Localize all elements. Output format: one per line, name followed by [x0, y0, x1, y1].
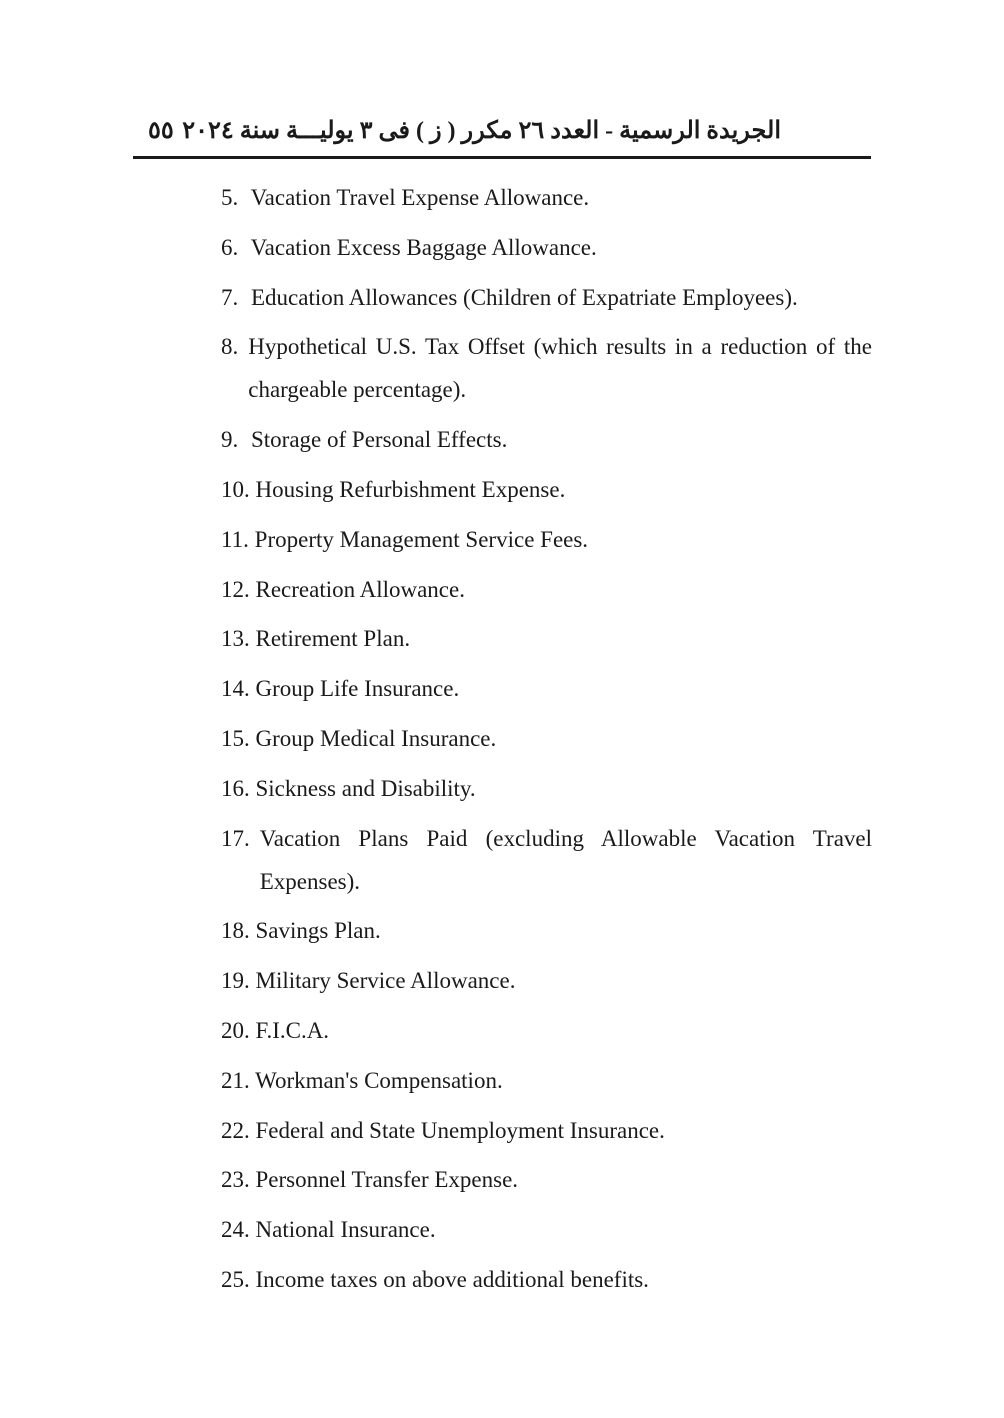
item-number: 20. [221, 1017, 250, 1043]
item-number: 12. [221, 576, 250, 602]
item-text: Storage of Personal Effects. [251, 427, 508, 453]
page-number: ٥٥ [148, 118, 174, 144]
item-number: 11. [221, 526, 249, 552]
item-number: 14. [221, 676, 250, 702]
page-header [133, 112, 871, 148]
item-text: Property Management Service Fees. [254, 526, 589, 552]
item-text: F.I.C.A. [255, 1017, 330, 1043]
list-item [221, 1059, 872, 1102]
item-number: 15. [221, 725, 250, 751]
item-number: 21. [221, 1067, 250, 1093]
item-text: Education Allowances (Children of Expatriate Employees). [251, 284, 798, 310]
list-item [221, 226, 872, 269]
item-text: Savings Plan. [255, 918, 381, 944]
item-text: Federal and State Unemployment Insurance. [255, 1117, 665, 1143]
item-text: Hypothetical U.S. Tax Offset (which results in a reduction of the chargeable percentage). [248, 334, 872, 403]
list-item [221, 667, 872, 710]
item-number: 10. [221, 476, 250, 502]
list-item [221, 1109, 872, 1152]
list-item [221, 717, 872, 760]
item-number: 17. [221, 825, 250, 851]
item-text: Vacation Travel Expense Allowance. [250, 185, 590, 210]
item-number: 5. [221, 185, 239, 210]
list-item [221, 1208, 872, 1251]
item-number: 13. [221, 626, 250, 652]
item-text: Income taxes on above additional benefits. [255, 1266, 649, 1292]
item-text: Workman's Compensation. [255, 1067, 503, 1093]
list-item [221, 1258, 872, 1301]
list-item [221, 1158, 872, 1201]
item-text: Group Medical Insurance. [255, 725, 497, 751]
item-text: Retirement Plan. [255, 626, 411, 652]
item-text: Vacation Plans Paid (excluding Allowable Vacation Travel Expenses). [259, 825, 872, 894]
list-item [221, 959, 872, 1002]
list-item [221, 468, 872, 511]
item-text: Sickness and Disability. [255, 775, 476, 801]
list-item [221, 325, 872, 411]
item-number: 18. [221, 918, 250, 944]
item-number: 24. [221, 1217, 250, 1243]
item-text: National Insurance. [255, 1217, 436, 1243]
item-number: 23. [221, 1167, 250, 1193]
header-divider [133, 156, 871, 159]
list-item [221, 767, 872, 810]
item-text: Housing Refurbishment Expense. [255, 476, 566, 502]
item-number: 19. [221, 968, 250, 994]
gazette-title: الجريدة الرسمية - العدد ٢٦ مكرر ( ز ) فى ٣ يوليـــة سنة ٢٠٢٤ [182, 118, 781, 144]
item-text: Personnel Transfer Expense. [255, 1167, 519, 1193]
item-number: 6. [221, 234, 239, 260]
list-item [221, 1009, 872, 1052]
item-text: Recreation Allowance. [255, 576, 465, 602]
list-item [221, 176, 872, 219]
item-number: 8. [221, 334, 239, 360]
benefits-list [221, 176, 872, 1308]
item-number: 22. [221, 1117, 250, 1143]
list-item [221, 568, 872, 611]
item-number: 7. [221, 284, 239, 310]
list-item [221, 276, 872, 319]
list-item [221, 909, 872, 952]
item-number: 9. [221, 427, 239, 453]
list-item [221, 817, 872, 903]
list-item [221, 617, 872, 660]
item-number: 25. [221, 1266, 250, 1292]
item-text: Group Life Insurance. [255, 676, 460, 702]
list-item [221, 418, 872, 461]
item-text: Military Service Allowance. [255, 968, 516, 994]
list-item [221, 518, 872, 561]
item-text: Vacation Excess Baggage Allowance. [250, 234, 597, 260]
item-number: 16. [221, 775, 250, 801]
